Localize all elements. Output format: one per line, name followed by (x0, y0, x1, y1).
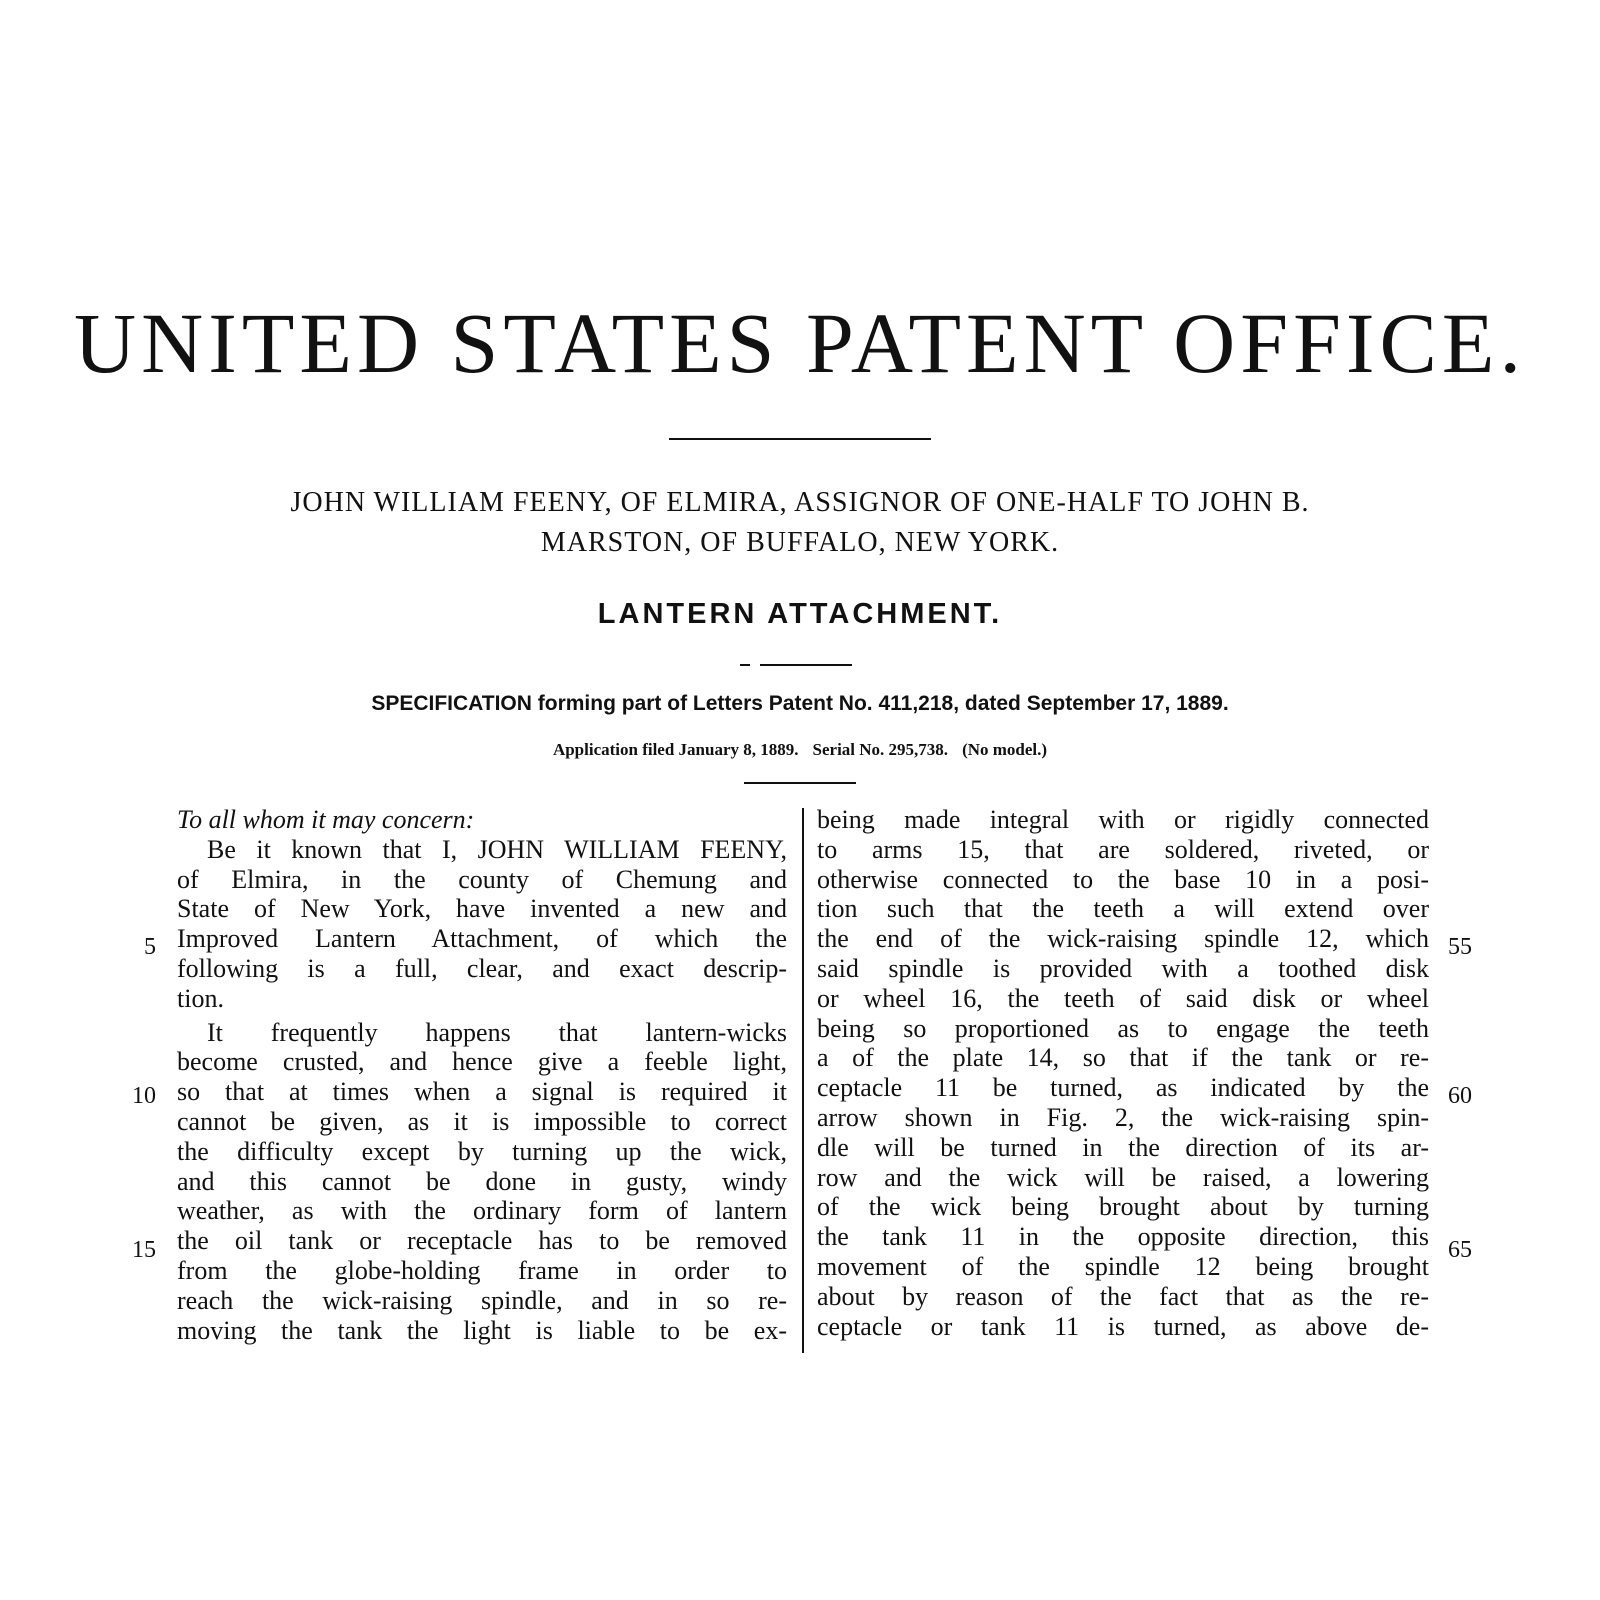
text-line: from the globe-holding frame in order to (177, 1255, 787, 1285)
text-line: the tank 11 in the opposite direction, this (817, 1222, 1429, 1252)
text-line: arrow shown in Fig. 2, the wick-raising spin- (817, 1102, 1429, 1132)
column-divider (802, 808, 804, 1353)
text-line: ceptacle 11 be turned, as indicated by the (817, 1073, 1429, 1103)
text-line: of the wick being brought about by turning (817, 1192, 1429, 1222)
text-line: weather, as with the ordinary form of lantern (177, 1196, 787, 1226)
text-line: tion. (177, 983, 224, 1013)
invention-title: LANTERN ATTACHMENT. (597, 598, 1003, 630)
text-line: being so proportioned as to engage the teeth (817, 1013, 1429, 1043)
invention-rule (760, 664, 852, 666)
text-line: It frequently happens that lantern-wicks (207, 1017, 787, 1047)
text-line: moving the tank the light is liable to be ex- (177, 1315, 787, 1345)
text-line: cannot be given, as it is impossible to correct (177, 1106, 787, 1136)
header-rule (744, 782, 856, 784)
line-number: 60 (1448, 1083, 1472, 1109)
text-line: become crusted, and hence give a feeble light, (177, 1047, 787, 1077)
title-rule (669, 438, 931, 440)
text-line: of Elmira, in the county of Chemung and (177, 864, 787, 894)
text-line: being made integral with or rigidly connected (817, 805, 1429, 834)
text-line: ceptacle or tank 11 is turned, as above de- (817, 1311, 1429, 1341)
line-number: 65 (1448, 1237, 1472, 1263)
text-line: tion such that the teeth a will extend over (817, 894, 1429, 924)
text-line: following is a full, clear, and exact descrip- (177, 953, 787, 983)
text-line: Improved Lantern Attachment, of which the (177, 924, 787, 954)
text-line: otherwise connected to the base 10 in a posi- (817, 864, 1429, 894)
serial-number: Serial No. 295,738. (812, 740, 949, 759)
line-number: 55 (1448, 934, 1472, 960)
invention-rule-dash (740, 664, 750, 666)
text-line: a of the plate 14, so that if the tank or re- (817, 1043, 1429, 1073)
text-line: and this cannot be done in gusty, windy (177, 1166, 787, 1196)
application-filed: Application filed January 8, 1889. (552, 740, 799, 759)
page-title: UNITED STATES PATENT OFFICE. (74, 295, 1526, 391)
salutation: To all whom it may concern: (177, 805, 475, 834)
line-number: 5 (144, 934, 156, 960)
text-line: the difficulty except by turning up the wick, (177, 1136, 787, 1166)
inventor-block (150, 483, 1450, 563)
text-line: dle will be turned in the direction of its ar- (817, 1132, 1429, 1162)
text-line: the end of the wick-raising spindle 12, which (817, 924, 1429, 954)
application-line (0, 740, 1600, 760)
right-column (817, 805, 1429, 1351)
left-column (177, 805, 787, 1351)
text-line: to arms 15, that are soldered, riveted, or (817, 834, 1429, 864)
model-note: (No model.) (962, 740, 1048, 759)
text-line: Be it known that I, JOHN WILLIAM FEENY, (207, 834, 787, 864)
text-line: State of New York, have invented a new and (177, 894, 787, 924)
text-line: or wheel 16, the teeth of said disk or wheel (817, 983, 1429, 1013)
text-line: so that at times when a signal is required it (177, 1077, 787, 1107)
inventor-line-2: MARSTON, OF BUFFALO, NEW YORK. (540, 527, 1060, 558)
line-number: 15 (132, 1237, 156, 1263)
text-line: movement of the spindle 12 being brought (817, 1251, 1429, 1281)
text-line: about by reason of the fact that as the re- (817, 1281, 1429, 1311)
line-number: 10 (132, 1083, 156, 1109)
specification-line: SPECIFICATION forming part of Letters Patent No. 411,218, dated September 17, 1889. (371, 692, 1229, 715)
text-line: row and the wick will be raised, a lowering (817, 1162, 1429, 1192)
text-line: the oil tank or receptacle has to be removed (177, 1226, 787, 1256)
text-line: reach the wick-raising spindle, and in so re- (177, 1285, 787, 1315)
inventor-line-1: JOHN WILLIAM FEENY, OF ELMIRA, ASSIGNOR OF ONE-HALF TO JOHN B. (290, 487, 1310, 518)
text-line: said spindle is provided with a toothed disk (817, 953, 1429, 983)
